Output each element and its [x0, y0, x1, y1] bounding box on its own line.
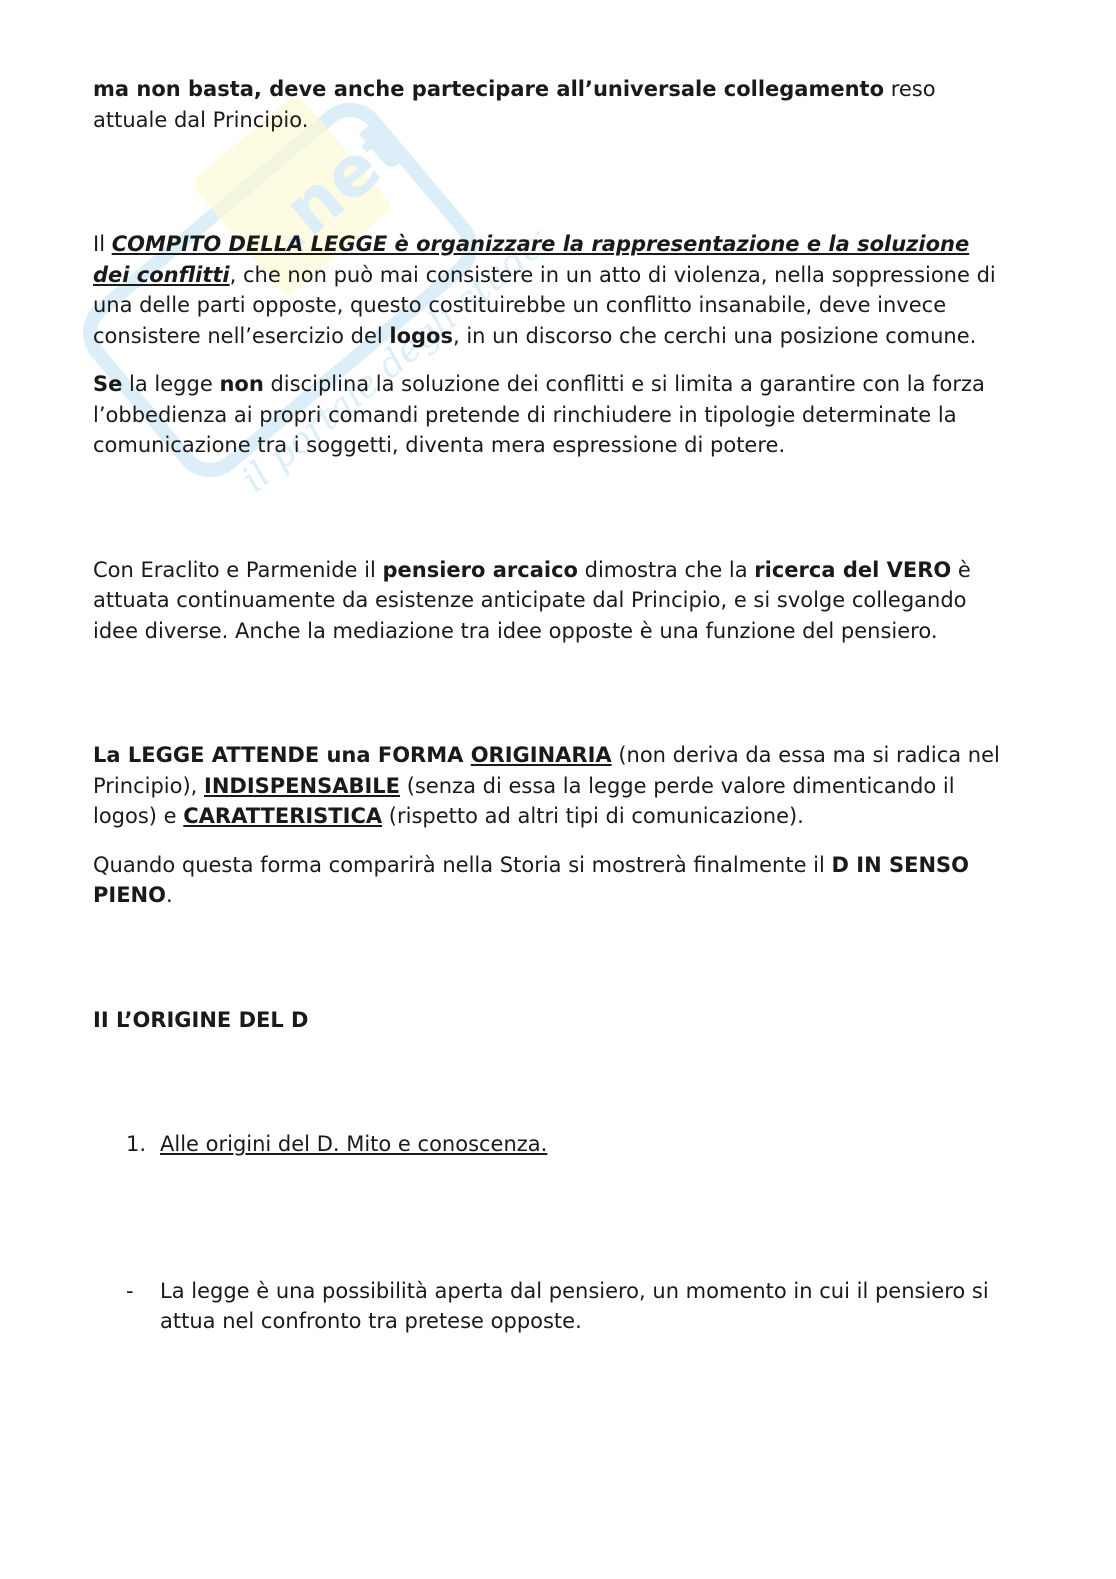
- se-paragraph: Se la legge non disciplina la soluzione dei conflitti e si limita a garantire con la forza l’obbedienza ai propri comandi pretende di rinchiudere in tipologie determinate la comunicazione tra i soggetti, diventa mera espressione di potere.: [93, 372, 985, 457]
- intro-paragraph: ma non basta, deve anche partecipare all’universale collegamento reso attuale dal Principio.: [93, 77, 936, 132]
- watermark-text: il portale degli studenti: [234, 193, 540, 501]
- list-item-text: Alle origini del D. Mito e conoscenza.: [160, 1132, 548, 1156]
- bullet-list-item: [93, 1276, 1003, 1337]
- eraclito-paragraph: Con Eraclito e Parmenide il pensiero arcaico dimostra che la ricerca del VERO è attuata continuamente da esistenze anticipate dal Principio, e si svolge collegando idee diverse. Anche la mediazione tra idee opposte è una funzione del pensiero.: [93, 557, 971, 643]
- list-number: 1.: [126, 1132, 147, 1156]
- forma-paragraph: La LEGGE ATTENDE una FORMA ORIGINARIA (non deriva da essa ma si radica nel Principio), INDISPENSABILE (senza di essa la legge perde valore dimenticando il logos) e CARATTERISTICA (rispetto ad altri tipi di comunicazione).: [93, 743, 1000, 828]
- numbered-list-item: [93, 1129, 1003, 1160]
- compito-paragraph: Il COMPITO DELLA LEGGE è organizzare la rappresentazione e la soluzione dei conflitti, che non può mai consistere in un atto di violenza, nella soppressione di una delle parti opposte, questo costituirebbe un conflitto insanabile, deve invece consistere nell’esercizio del logos, in un discorso che cerchi una posizione comune.: [93, 232, 996, 348]
- section-heading: II L’ORIGINE DEL D: [93, 1007, 309, 1032]
- quando-paragraph: Quando questa forma comparirà nella Storia si mostrerà finalmente il D IN SENSO PIENO.: [93, 852, 969, 907]
- bullet-item-text: La legge è una possibilità aperta dal pensiero, un momento in cui il pensiero si attua nel confronto tra pretese opposte.: [160, 1278, 989, 1333]
- watermark-brand: .net: [248, 104, 422, 269]
- document-body: [93, 74, 1003, 1337]
- bullet-marker: -: [126, 1278, 134, 1303]
